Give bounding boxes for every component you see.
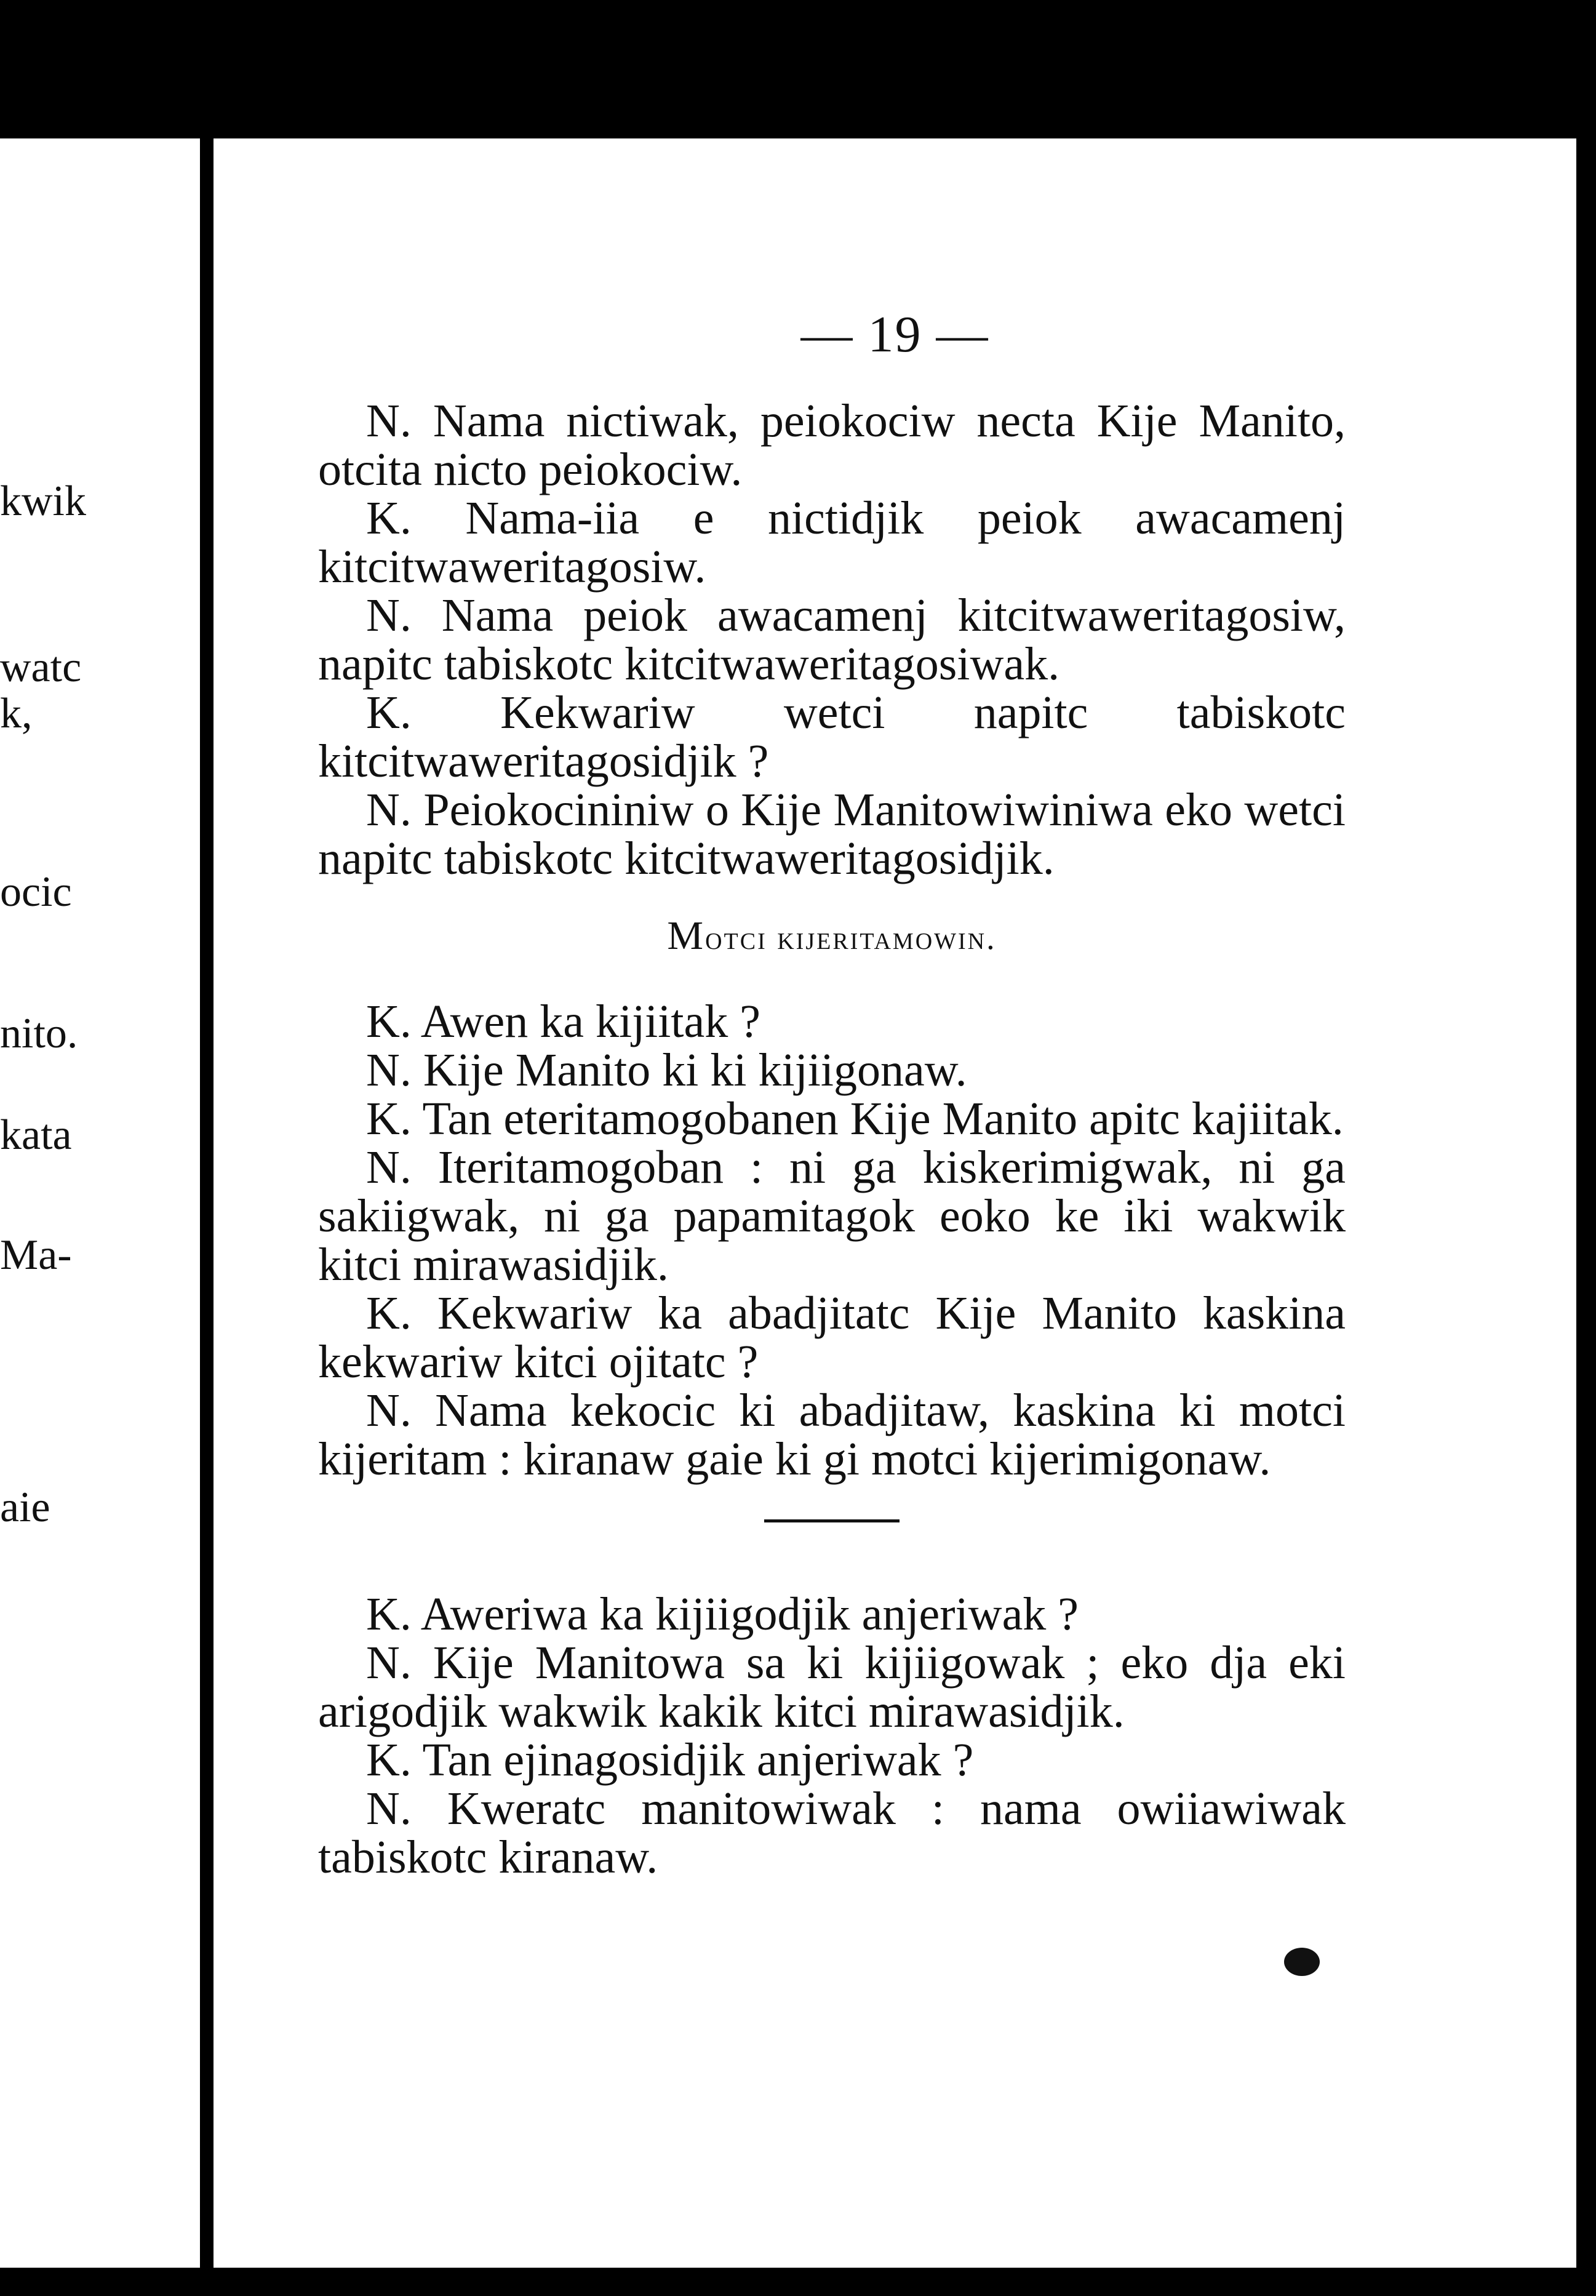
margin-fragment: Ma- [0,1231,72,1279]
heading-text: otci kijeritamowin. [705,919,997,956]
paragraph: N. Kije Manito ki ki kijiigonaw. [366,1044,967,1096]
margin-fragment: watc [0,644,82,691]
margin-fragment: k, [0,690,33,737]
paragraph: N. Iteritamogoban : ni ga kiskerimigwak, ni ga sakiigwak, ni ga papamitagok eoko ke iki wakwik kitci mirawasidjik. [318,1142,1346,1290]
paragraph: K. Tan ejinagosidjik anjeriwak ? [366,1734,974,1786]
paragraph: K. Tan eteritamogobanen Kije Manito apitc kajiitak. [366,1093,1344,1145]
margin-fragment: ocic [0,868,72,916]
paragraph: N. Nama peiok awacamenj kitcitwaweritagosiw, napitc tabiskotc kitcitwaweritagosiwak. [318,590,1346,690]
paragraph: K. Aweriwa ka kijiigodjik anjeriwak ? [366,1588,1079,1640]
paragraph: N. Kweratc manitowiwak : nama owiiawiwak tabiskotc kiranaw. [318,1783,1346,1883]
paragraph: N. Nama nictiwak, peiokociw necta Kije Manito, otcita nicto peiokociw. [318,395,1346,495]
book-page [213,138,1576,2268]
page-number: — 19 — [800,306,989,363]
section-divider [764,1519,900,1522]
paragraph: K. Nama-iia e nictidjik peiok awacamenj kitcitwaweritagosiw. [318,492,1346,593]
page-gutter [200,138,213,2268]
paragraph: K. Kekwariw ka abadjitatc Kije Manito kaskina kekwariw kitci ojitatc ? [318,1287,1346,1388]
section-heading [318,913,1346,959]
paragraph: K. Awen ka kijiitak ? [366,996,760,1047]
paragraph: N. Kije Manitowa sa ki kijiigowak ; eko dja eki arigodjik wakwik kakik kitci mirawasidjik. [318,1637,1346,1737]
paragraph: K. Kekwariw wetci napitc tabiskotc kitcitwaweritagosidjik ? [318,687,1346,787]
paragraph: N. Peiokocininiw o Kije Manitowiwiniwa eko wetci napitc tabiskotc kitcitwaweritagosidjik. [318,784,1346,884]
margin-fragment: kata [0,1111,72,1159]
page-bottom-edge [213,2268,1576,2296]
page-text [318,397,1346,1882]
margin-fragment: kwik [0,478,86,525]
ink-blot [1284,1948,1320,1976]
margin-fragment: aie [0,1484,50,1531]
paragraph: N. Nama kekocic ki abadjitaw, kaskina ki motci kijeritam : kiranaw gaie ki gi motci kijerimigonaw. [318,1385,1346,1485]
heading-initial: M [667,913,706,958]
margin-fragment: nito. [0,1010,78,1057]
left-page-fragment [0,138,200,2268]
